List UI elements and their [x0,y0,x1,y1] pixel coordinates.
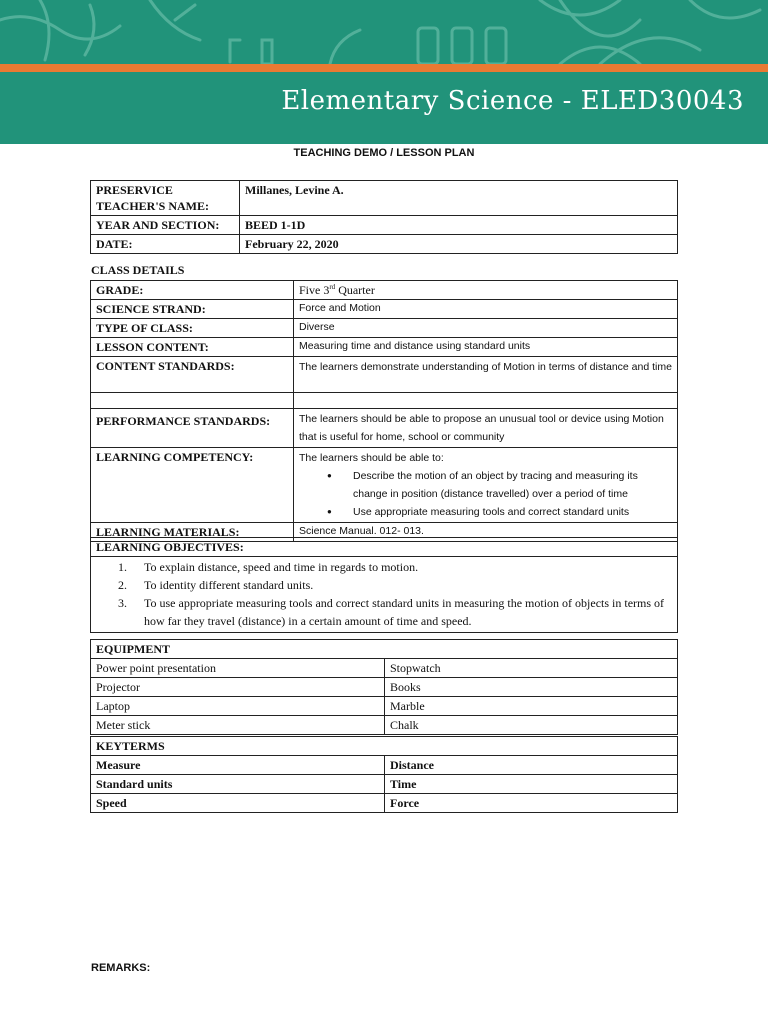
lesson-content-label: LESSON CONTENT: [91,338,294,357]
science-strand-label: SCIENCE STRAND: [91,300,294,319]
science-doodles-icon [0,0,768,64]
teacher-name-value: Millanes, Levine A. [240,181,678,216]
table-row [91,697,678,716]
banner-stripe [0,64,768,72]
objective-item: 2. To identity different standard units. [118,578,314,592]
equipment-heading: EQUIPMENT [91,640,678,659]
content-standards-value: The learners demonstrate understanding of Motion in terms of distance and time [294,357,678,393]
learning-objectives-heading: LEARNING OBJECTIVES: [91,538,678,557]
competency-item: ● Describe the motion of an object by tracing and measuring its change in position (distance travelled) over a period of time [327,467,672,503]
performance-standards-value: The learners should be able to propose an unusual tool or device using Motion that is useful for home, school or community [294,409,678,448]
learning-materials-label: LEARNING MATERIALS: [91,523,294,542]
learning-competency-label: LEARNING COMPETENCY: [91,448,294,523]
document-title: TEACHING DEMO / LESSON PLAN [293,147,475,159]
science-strand-value: Force and Motion [294,300,678,319]
type-of-class-label: TYPE OF CLASS: [91,319,294,338]
objective-item: 1. To explain distance, speed and time in regards to motion. [118,560,419,574]
equipment-item: Chalk [385,716,678,735]
date-label: DATE: [91,235,240,254]
table-row [91,794,678,813]
grade-value: Five 3rd Quarter [294,281,678,300]
performance-standards-label: PERFORMANCE STANDARDS: [91,409,294,448]
year-section-label: YEAR AND SECTION: [91,216,240,235]
equipment-item: Projector [91,678,385,697]
class-details-table [90,280,678,542]
keyterm-item: Speed [91,794,385,813]
table-row [91,678,678,697]
table-row [91,659,678,678]
date-value: February 22, 2020 [240,235,678,254]
table-row [91,716,678,735]
learning-competency-value [294,448,678,523]
equipment-item: Laptop [91,697,385,716]
equipment-item: Books [385,678,678,697]
learning-materials-value: Science Manual. 012- 013. [294,523,678,542]
type-of-class-value: Diverse [294,319,678,338]
blank-cell [294,393,678,409]
teacher-name-label: PRESERVICE TEACHER'S NAME: [91,181,240,216]
equipment-item: Stopwatch [385,659,678,678]
competency-intro: The learners should be able to: [299,452,444,464]
equipment-item: Meter stick [91,716,385,735]
keyterms-table [90,736,678,813]
learning-objectives-table [90,537,678,633]
equipment-table [90,639,678,735]
keyterm-item: Standard units [91,775,385,794]
remarks-label: REMARKS: [91,962,151,974]
keyterm-item: Force [385,794,678,813]
learning-objectives-list [91,557,678,633]
equipment-item: Power point presentation [91,659,385,678]
keyterm-item: Distance [385,756,678,775]
equipment-item: Marble [385,697,678,716]
table-row [91,775,678,794]
teacher-info-table [90,180,678,254]
lesson-content-value: Measuring time and distance using standard units [294,338,678,357]
course-title: Elementary Science - ELED30043 [281,86,744,116]
grade-label: GRADE: [91,281,294,300]
year-section-value: BEED 1-1D [240,216,678,235]
content-standards-label: CONTENT STANDARDS: [91,357,294,393]
table-row [91,756,678,775]
competency-item: ● Use appropriate measuring tools and correct standard units [327,503,672,521]
keyterm-item: Time [385,775,678,794]
objective-item: 3. To use appropriate measuring tools and correct standard units in measuring the motion of objects in terms of how far they travel (distance) in a certain amount of time and speed. [118,596,665,628]
class-details-heading: CLASS DETAILS [91,263,185,277]
header-banner [0,0,768,144]
blank-cell [91,393,294,409]
keyterms-heading: KEYTERMS [91,737,678,756]
keyterm-item: Measure [91,756,385,775]
